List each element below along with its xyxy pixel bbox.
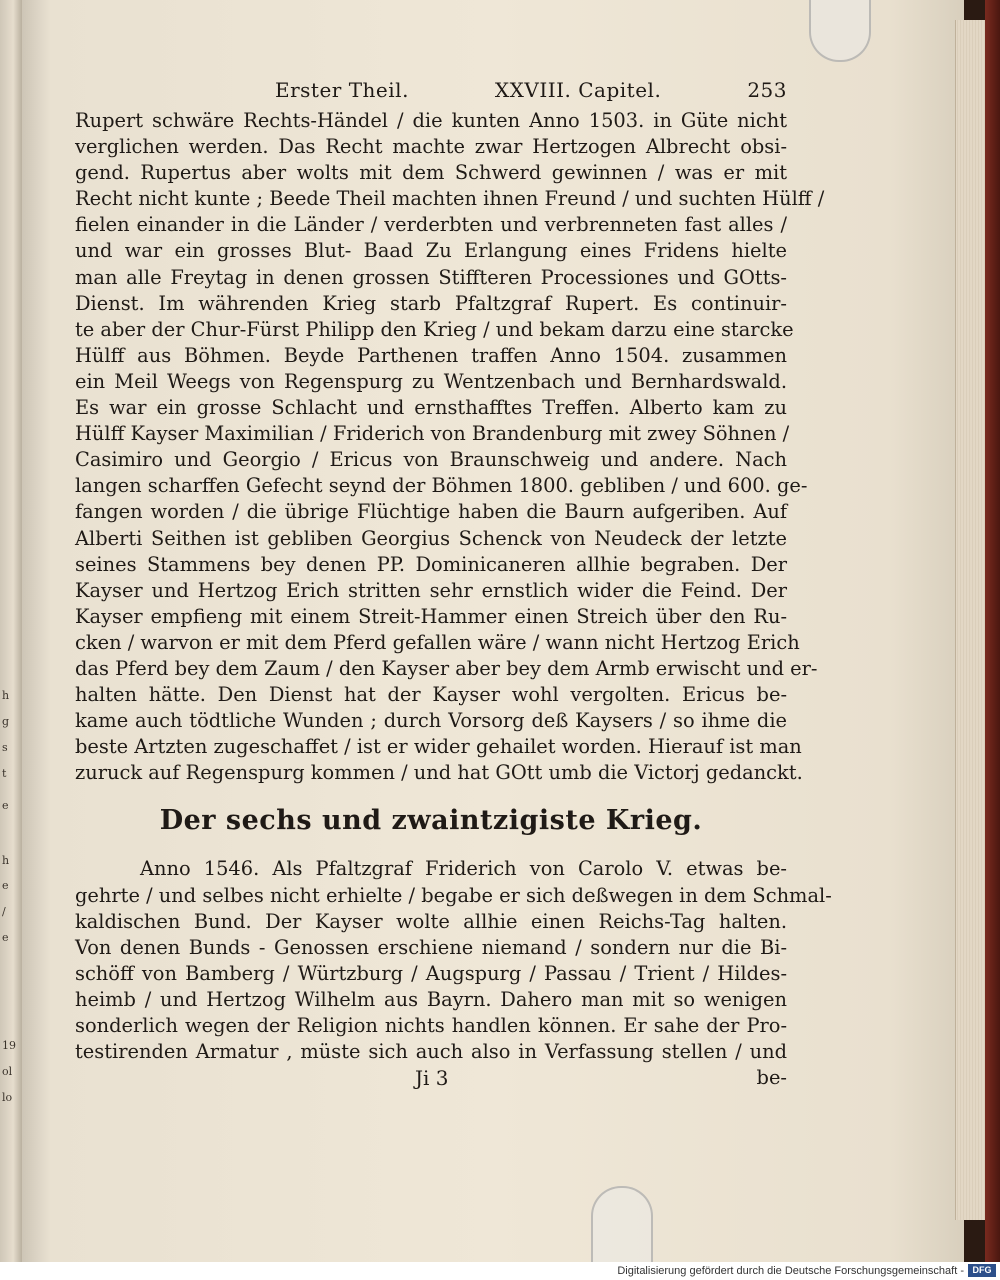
paragraph-1 [75, 108, 825, 786]
margin-fragment: 19 [2, 1039, 16, 1052]
text-line: fangen worden / die übrige Flüchtige haben die Baurn aufgeriben. Auf [75, 500, 787, 524]
page-footer [75, 1065, 787, 1091]
text-line: Kayser und Hertzog Erich stritten sehr ernstlich wider die Feind. Der [75, 578, 787, 602]
credit-text: Digitalisierung gefördert durch die Deutsche Forschungsgemeinschaft - [617, 1265, 964, 1277]
text-line: langen scharffen Gefecht seynd der Böhmen 1800. gebliben / und 600. ge- [75, 474, 808, 498]
margin-fragment: e [2, 799, 9, 812]
margin-fragment: e [2, 879, 9, 892]
text-line: gehrte / und selbes nicht erhielte / begabe er sich deßwegen in dem Schmal- [75, 883, 832, 907]
text-line: und war ein grosses Blut- Baad Zu Erlangung eines Fridens hielte [75, 239, 787, 263]
text-line: cken / warvon er mit dem Pferd gefallen wäre / wann nicht Hertzog Erich [75, 630, 800, 654]
text-line: Kayser empfieng mit einem Streit-Hammer einen Streich über den Ru- [75, 604, 787, 628]
text-line: Rupert schwäre Rechts-Händel / die kunten Anno 1503. in Güte nicht [75, 109, 787, 132]
margin-fragment: t [2, 767, 7, 780]
margin-fragment: s [2, 741, 8, 754]
text-line: Dienst. Im währenden Krieg starb Pfaltzgraf Rupert. Es continuir- [75, 291, 787, 315]
margin-fragment: g [2, 715, 10, 728]
text-line: kame auch tödtliche Wunden ; durch Vorsorg deß Kaysers / so ihme die [75, 709, 787, 733]
paragraph-2 [75, 856, 832, 1065]
margin-fragment: lo [2, 1091, 13, 1104]
page-text [75, 78, 832, 1091]
text-line: Recht nicht kunte ; Beede Theil machten ihnen Freund / und suchten Hülff / [75, 187, 825, 211]
text-line: heimb / und Hertzog Wilhelm aus Bayrn. Dahero man mit so wenigen [75, 987, 787, 1011]
page-number: 253 [747, 78, 787, 102]
catchword: be- [756, 1066, 787, 1090]
margin-fragment: h [2, 689, 10, 702]
credit-bar [0, 1262, 1000, 1280]
text-line: ein Meil Weegs von Regenspurg zu Wentzenbach und Bernhardswald. [75, 369, 787, 393]
text-line: Es war ein grosse Schlacht und ernsthafftes Treffen. Alberto kam zu [75, 396, 787, 420]
page-stack-edge [955, 20, 988, 1220]
margin-fragment: / [2, 905, 6, 918]
text-line: Anno 1546. Als Pfaltzgraf Friderich von Carolo V. etwas be- [140, 857, 787, 881]
page-clip-top [809, 0, 871, 62]
text-line: schöff von Bamberg / Würtzburg / Augspurg / Passau / Trient / Hildes- [75, 961, 787, 985]
text-line: halten hätte. Den Dienst hat der Kayser wohl vergolten. Ericus be- [75, 683, 787, 707]
text-line: kaldischen Bund. Der Kayser wolte allhie einen Reichs-Tag halten. [75, 909, 787, 933]
margin-fragment: ol [2, 1065, 13, 1078]
book-binding [985, 0, 1000, 1262]
text-line: sonderlich wegen der Religion nichts handlen können. Er sahe der Pro- [75, 1014, 787, 1037]
section-heading: Der sechs und zwaintzigiste Krieg. [159, 805, 703, 837]
dfg-logo: DFG [968, 1264, 996, 1277]
header-part: Erster Theil. [275, 78, 409, 102]
margin-fragment: e [2, 931, 9, 944]
text-line: verglichen werden. Das Recht machte zwar Hertzogen Albrecht obsi- [75, 135, 787, 159]
text-line: fielen einander in die Länder / verderbten und verbrenneten fast alles / [75, 213, 787, 237]
header-chapter: XXVIII. Capitel. [494, 78, 662, 102]
signature-mark: Ji 3 [415, 1066, 449, 1091]
text-line: gend. Rupertus aber wolts mit dem Schwerd gewinnen / was er mit [75, 161, 787, 185]
text-line: zuruck auf Regenspurg kommen / und hat GOtt umb die Victorj gedanckt. [75, 761, 803, 785]
margin-fragment: h [2, 854, 10, 867]
left-page-edge [0, 0, 22, 1262]
text-line: man alle Freytag in denen grossen Stiffteren Processiones und GOtts- [75, 265, 787, 289]
text-line: testirenden Armatur , müste sich auch also in Verfassung stellen / und [75, 1040, 787, 1064]
text-line: seines Stammens bey denen PP. Dominicaneren allhie begraben. Der [75, 552, 787, 576]
text-line: Casimiro und Georgio / Ericus von Braunschweig und andere. Nach [75, 448, 787, 472]
running-header [75, 78, 787, 108]
text-line: das Pferd bey dem Zaum / den Kayser aber bey dem Armb erwischt und er- [75, 656, 818, 680]
text-line: beste Artzten zugeschaffet / ist er wider gehailet worden. Hierauf ist man [75, 735, 802, 759]
text-line: te aber der Chur-Fürst Philipp den Krieg / und bekam darzu eine starcke [75, 317, 794, 341]
text-line: Hülff aus Böhmen. Beyde Parthenen traffen Anno 1504. zusammen [75, 343, 787, 367]
page-clip-bottom [591, 1186, 653, 1270]
text-line: Von denen Bunds - Genossen erschiene niemand / sondern nur die Bi- [75, 935, 787, 959]
text-line: Hülff Kayser Maximilian / Friderich von Brandenburg mit zwey Söhnen / [75, 422, 790, 446]
text-line: Alberti Seithen ist gebliben Georgius Schenck von Neudeck der letzte [75, 526, 787, 550]
